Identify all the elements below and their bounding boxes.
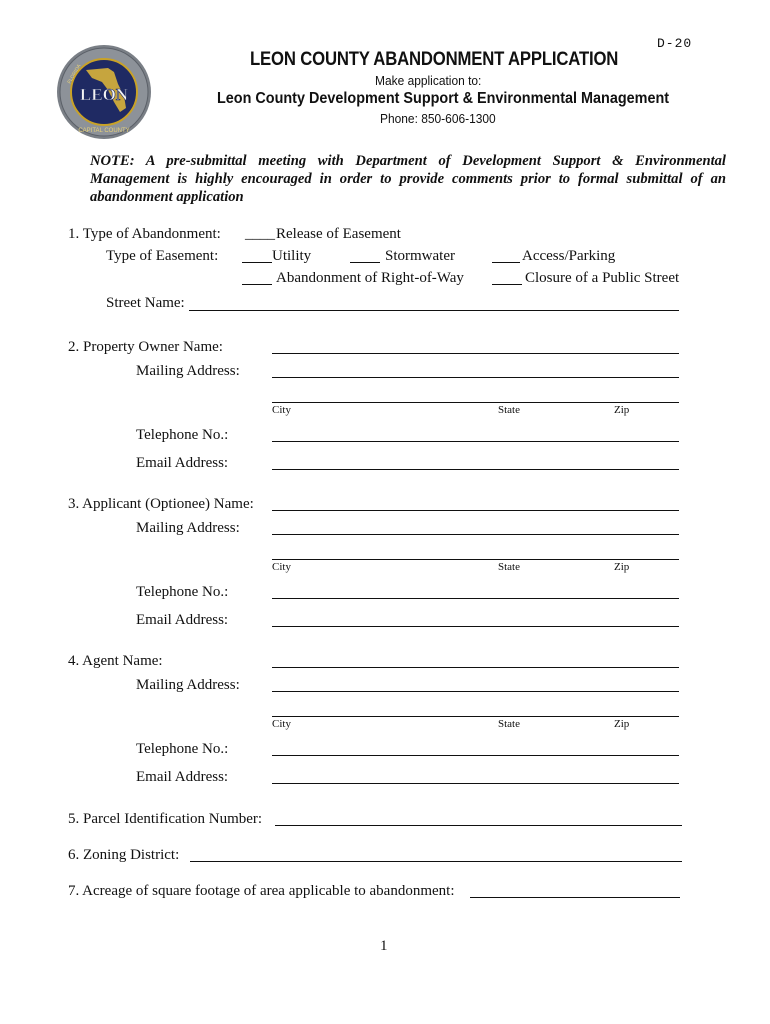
page-title: LEON COUNTY ABANDONMENT APPLICATION: [250, 49, 619, 70]
svg-text:FLORIDA: FLORIDA: [66, 63, 83, 85]
owner-city-state-zip-field[interactable]: [272, 402, 679, 403]
agent-city-label: City: [272, 718, 291, 730]
agent-city-state-zip-field[interactable]: [272, 716, 679, 717]
right-of-way-option: Abandonment of Right-of-Way: [276, 270, 464, 286]
agent-mailing-address-field[interactable]: [272, 691, 679, 692]
owner-email-label: Email Address:: [136, 455, 229, 471]
parcel-id-field[interactable]: [275, 825, 682, 826]
owner-email-field[interactable]: [272, 469, 679, 470]
stormwater-blank[interactable]: [350, 262, 380, 263]
agent-telephone-label: Telephone No.:: [136, 741, 229, 757]
applicant-telephone-label: Telephone No.:: [136, 584, 229, 600]
page-number: 1: [380, 938, 388, 954]
make-application-text: Make application to:: [375, 73, 482, 88]
closure-option: Closure of a Public Street: [525, 270, 680, 286]
owner-telephone-field[interactable]: [272, 441, 679, 442]
applicant-city-label: City: [272, 561, 291, 573]
applicant-zip-label: Zip: [614, 561, 630, 573]
svg-text:LEON: LEON: [79, 85, 129, 104]
access-parking-blank[interactable]: [492, 262, 520, 263]
stormwater-option: Stormwater: [385, 248, 455, 264]
owner-zip-label: Zip: [614, 404, 630, 416]
form-code: D-20: [657, 36, 693, 51]
street-name-label: Street Name:: [106, 295, 185, 311]
owner-state-label: State: [498, 404, 520, 416]
phone-text: Phone: 850-606-1300: [380, 111, 496, 126]
street-name-field[interactable]: [189, 310, 679, 311]
release-blank[interactable]: ____: [245, 226, 275, 242]
access-parking-option: Access/Parking: [522, 248, 616, 264]
zoning-district-field[interactable]: [190, 861, 682, 862]
owner-mailing-address-label: Mailing Address:: [136, 363, 240, 379]
zoning-district-label: 6. Zoning District:: [68, 847, 180, 863]
applicant-name-field[interactable]: [272, 510, 679, 511]
applicant-mailing-address-label: Mailing Address:: [136, 520, 240, 536]
owner-mailing-address-field[interactable]: [272, 377, 679, 378]
property-owner-name-field[interactable]: [272, 353, 679, 354]
applicant-state-label: State: [498, 561, 520, 573]
applicant-email-field[interactable]: [272, 626, 679, 627]
agent-email-label: Email Address:: [136, 769, 229, 785]
right-of-way-blank[interactable]: [242, 284, 272, 285]
utility-blank[interactable]: [242, 262, 272, 263]
agent-email-field[interactable]: [272, 783, 679, 784]
agent-mailing-address-label: Mailing Address:: [136, 677, 240, 693]
agent-state-label: State: [498, 718, 520, 730]
applicant-mailing-address-field[interactable]: [272, 534, 679, 535]
applicant-name-label: 3. Applicant (Optionee) Name:: [68, 496, 254, 512]
applicant-telephone-field[interactable]: [272, 598, 679, 599]
release-of-easement-option: Release of Easement: [276, 226, 401, 242]
utility-option: Utility: [272, 248, 312, 264]
acreage-field[interactable]: [470, 897, 680, 898]
applicant-email-label: Email Address:: [136, 612, 229, 628]
property-owner-name-label: 2. Property Owner Name:: [68, 339, 223, 355]
agent-name-label: 4. Agent Name:: [68, 653, 163, 669]
owner-telephone-label: Telephone No.:: [136, 427, 229, 443]
type-of-easement-label: Type of Easement:: [106, 248, 219, 264]
parcel-id-label: 5. Parcel Identification Number:: [68, 811, 263, 827]
leon-county-seal-icon: [56, 44, 152, 140]
closure-blank[interactable]: [492, 284, 522, 285]
applicant-city-state-zip-field[interactable]: [272, 559, 679, 560]
owner-city-label: City: [272, 404, 291, 416]
agent-telephone-field[interactable]: [272, 755, 679, 756]
agent-zip-label: Zip: [614, 718, 630, 730]
acreage-label: 7. Acreage of square footage of area applicable to abandonment:: [68, 883, 455, 899]
type-of-abandonment-label: 1. Type of Abandonment:: [68, 226, 221, 242]
svg-text:CAPITAL COUNTY: CAPITAL COUNTY: [78, 128, 130, 134]
department-name: Leon County Development Support & Environmental Management: [217, 90, 670, 107]
note-paragraph: NOTE: A pre-submittal meeting with Department of Development Support & Environmental Management is highly encouraged in order to provide comments prior to formal submittal of an abandonment application: [90, 153, 726, 205]
agent-name-field[interactable]: [272, 667, 679, 668]
